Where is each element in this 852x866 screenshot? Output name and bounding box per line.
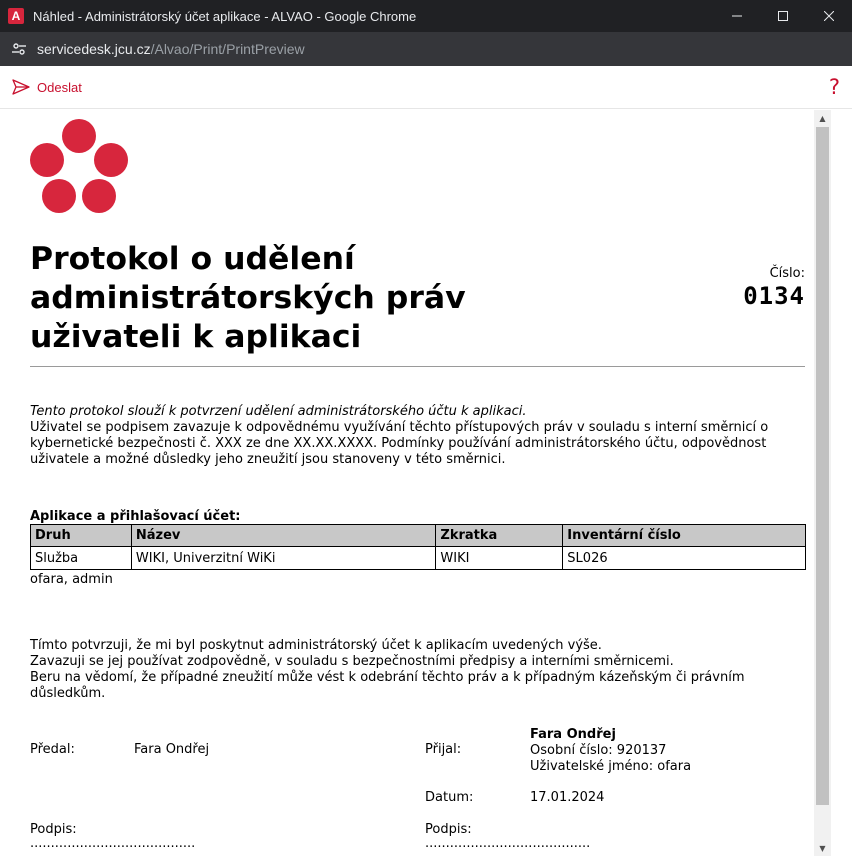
document-title: Protokol o udělení administrátorských práv uživateli k aplikaci (30, 241, 466, 355)
receiver-signature-line: ........................................ (425, 836, 591, 851)
receiver-label: Přijal: (425, 742, 462, 757)
alvao-app-icon: A (8, 8, 24, 24)
receiver-signature-label: Podpis: (425, 822, 472, 837)
confirm-line: Beru na vědomí, že případné zneužití může vést k odebrání těchto práv a k případným kázeňským či právním důsledkům. (30, 670, 745, 701)
window-title: Náhled - Administrátorský účet aplikace - ALVAO - Google Chrome (33, 8, 417, 24)
url-path: /Alvao/Print/PrintPreview (150, 41, 305, 57)
apps-section-label: Aplikace a přihlašovací účet: (30, 509, 241, 524)
intro-paragraph (30, 404, 805, 468)
table-cell: Služba (31, 547, 132, 570)
protocol-number: 0134 (743, 282, 805, 310)
table-cell: SL026 (563, 547, 806, 570)
receiver-username: Uživatelské jméno: ofara (530, 759, 692, 774)
print-preview-document (0, 110, 814, 866)
university-logo (30, 119, 128, 213)
url-host: servicedesk.jcu.cz (37, 41, 151, 57)
preview-toolbar (0, 66, 852, 109)
handover-signature-line: ........................................ (30, 836, 196, 851)
confirm-line: Zavazuji se jej používat zodpovědně, v souladu s bezpečnostními předpisy a interními směrnicemi. (30, 654, 674, 669)
login-account: ofara, admin (30, 572, 113, 587)
intro-body: Uživatel se podpisem zavazuje k odpovědnému využívání těchto přístupových práv v souladu s interní směrnicí o kybernetické bezpečnosti č. XXX ze dne XX.XX.XXXX. Podmínky používání administrátorského účtu, odpovědnost uživatele a možné důsledky jeho zneužití jsou stanoveny v této směrnici. (30, 420, 769, 467)
intro-italic: Tento protokol slouží k potvrzení udělení administrátorského účtu k aplikaci. (30, 404, 527, 419)
minimize-icon (732, 11, 742, 21)
scroll-down-arrow-icon[interactable]: ▼ (819, 843, 826, 853)
applications-table (30, 524, 806, 570)
scroll-thumb[interactable] (816, 127, 829, 805)
date-value: 17.01.2024 (530, 790, 605, 805)
close-icon (824, 11, 834, 21)
handover-name: Fara Ondřej (134, 742, 210, 757)
receiver-personal-number: Osobní číslo: 920137 (530, 743, 667, 758)
protocol-number-label: Číslo: (769, 266, 805, 281)
table-header-row (31, 525, 806, 547)
close-button[interactable] (806, 0, 852, 32)
send-icon (12, 79, 30, 95)
date-label: Datum: (425, 790, 474, 805)
confirmation-paragraph (30, 638, 805, 702)
column-header: Inventární číslo (563, 525, 806, 547)
column-header: Název (131, 525, 436, 547)
table-cell: WIKI (436, 547, 563, 570)
maximize-button[interactable] (760, 0, 806, 32)
site-settings-icon[interactable] (11, 41, 27, 57)
scroll-up-arrow-icon[interactable]: ▲ (819, 113, 826, 123)
column-header: Druh (31, 525, 132, 547)
help-icon[interactable]: ? (828, 75, 840, 99)
address-bar[interactable] (0, 32, 852, 66)
document-scrollbar[interactable] (814, 110, 831, 856)
title-divider (30, 366, 805, 367)
receiver-name: Fara Ondřej (530, 727, 616, 742)
minimize-button[interactable] (714, 0, 760, 32)
maximize-icon (778, 11, 788, 21)
window-title-bar (0, 0, 852, 32)
confirm-line: Tímto potvrzuji, že mi byl poskytnut administrátorský účet k aplikacím uvedených výše. (30, 638, 602, 653)
table-cell: WIKI, Univerzitní WiKi (131, 547, 436, 570)
table-row (31, 547, 806, 570)
send-label: Odeslat (37, 79, 82, 95)
send-button[interactable] (12, 79, 82, 95)
handover-label: Předal: (30, 742, 75, 757)
handover-signature-label: Podpis: (30, 822, 77, 837)
column-header: Zkratka (436, 525, 563, 547)
